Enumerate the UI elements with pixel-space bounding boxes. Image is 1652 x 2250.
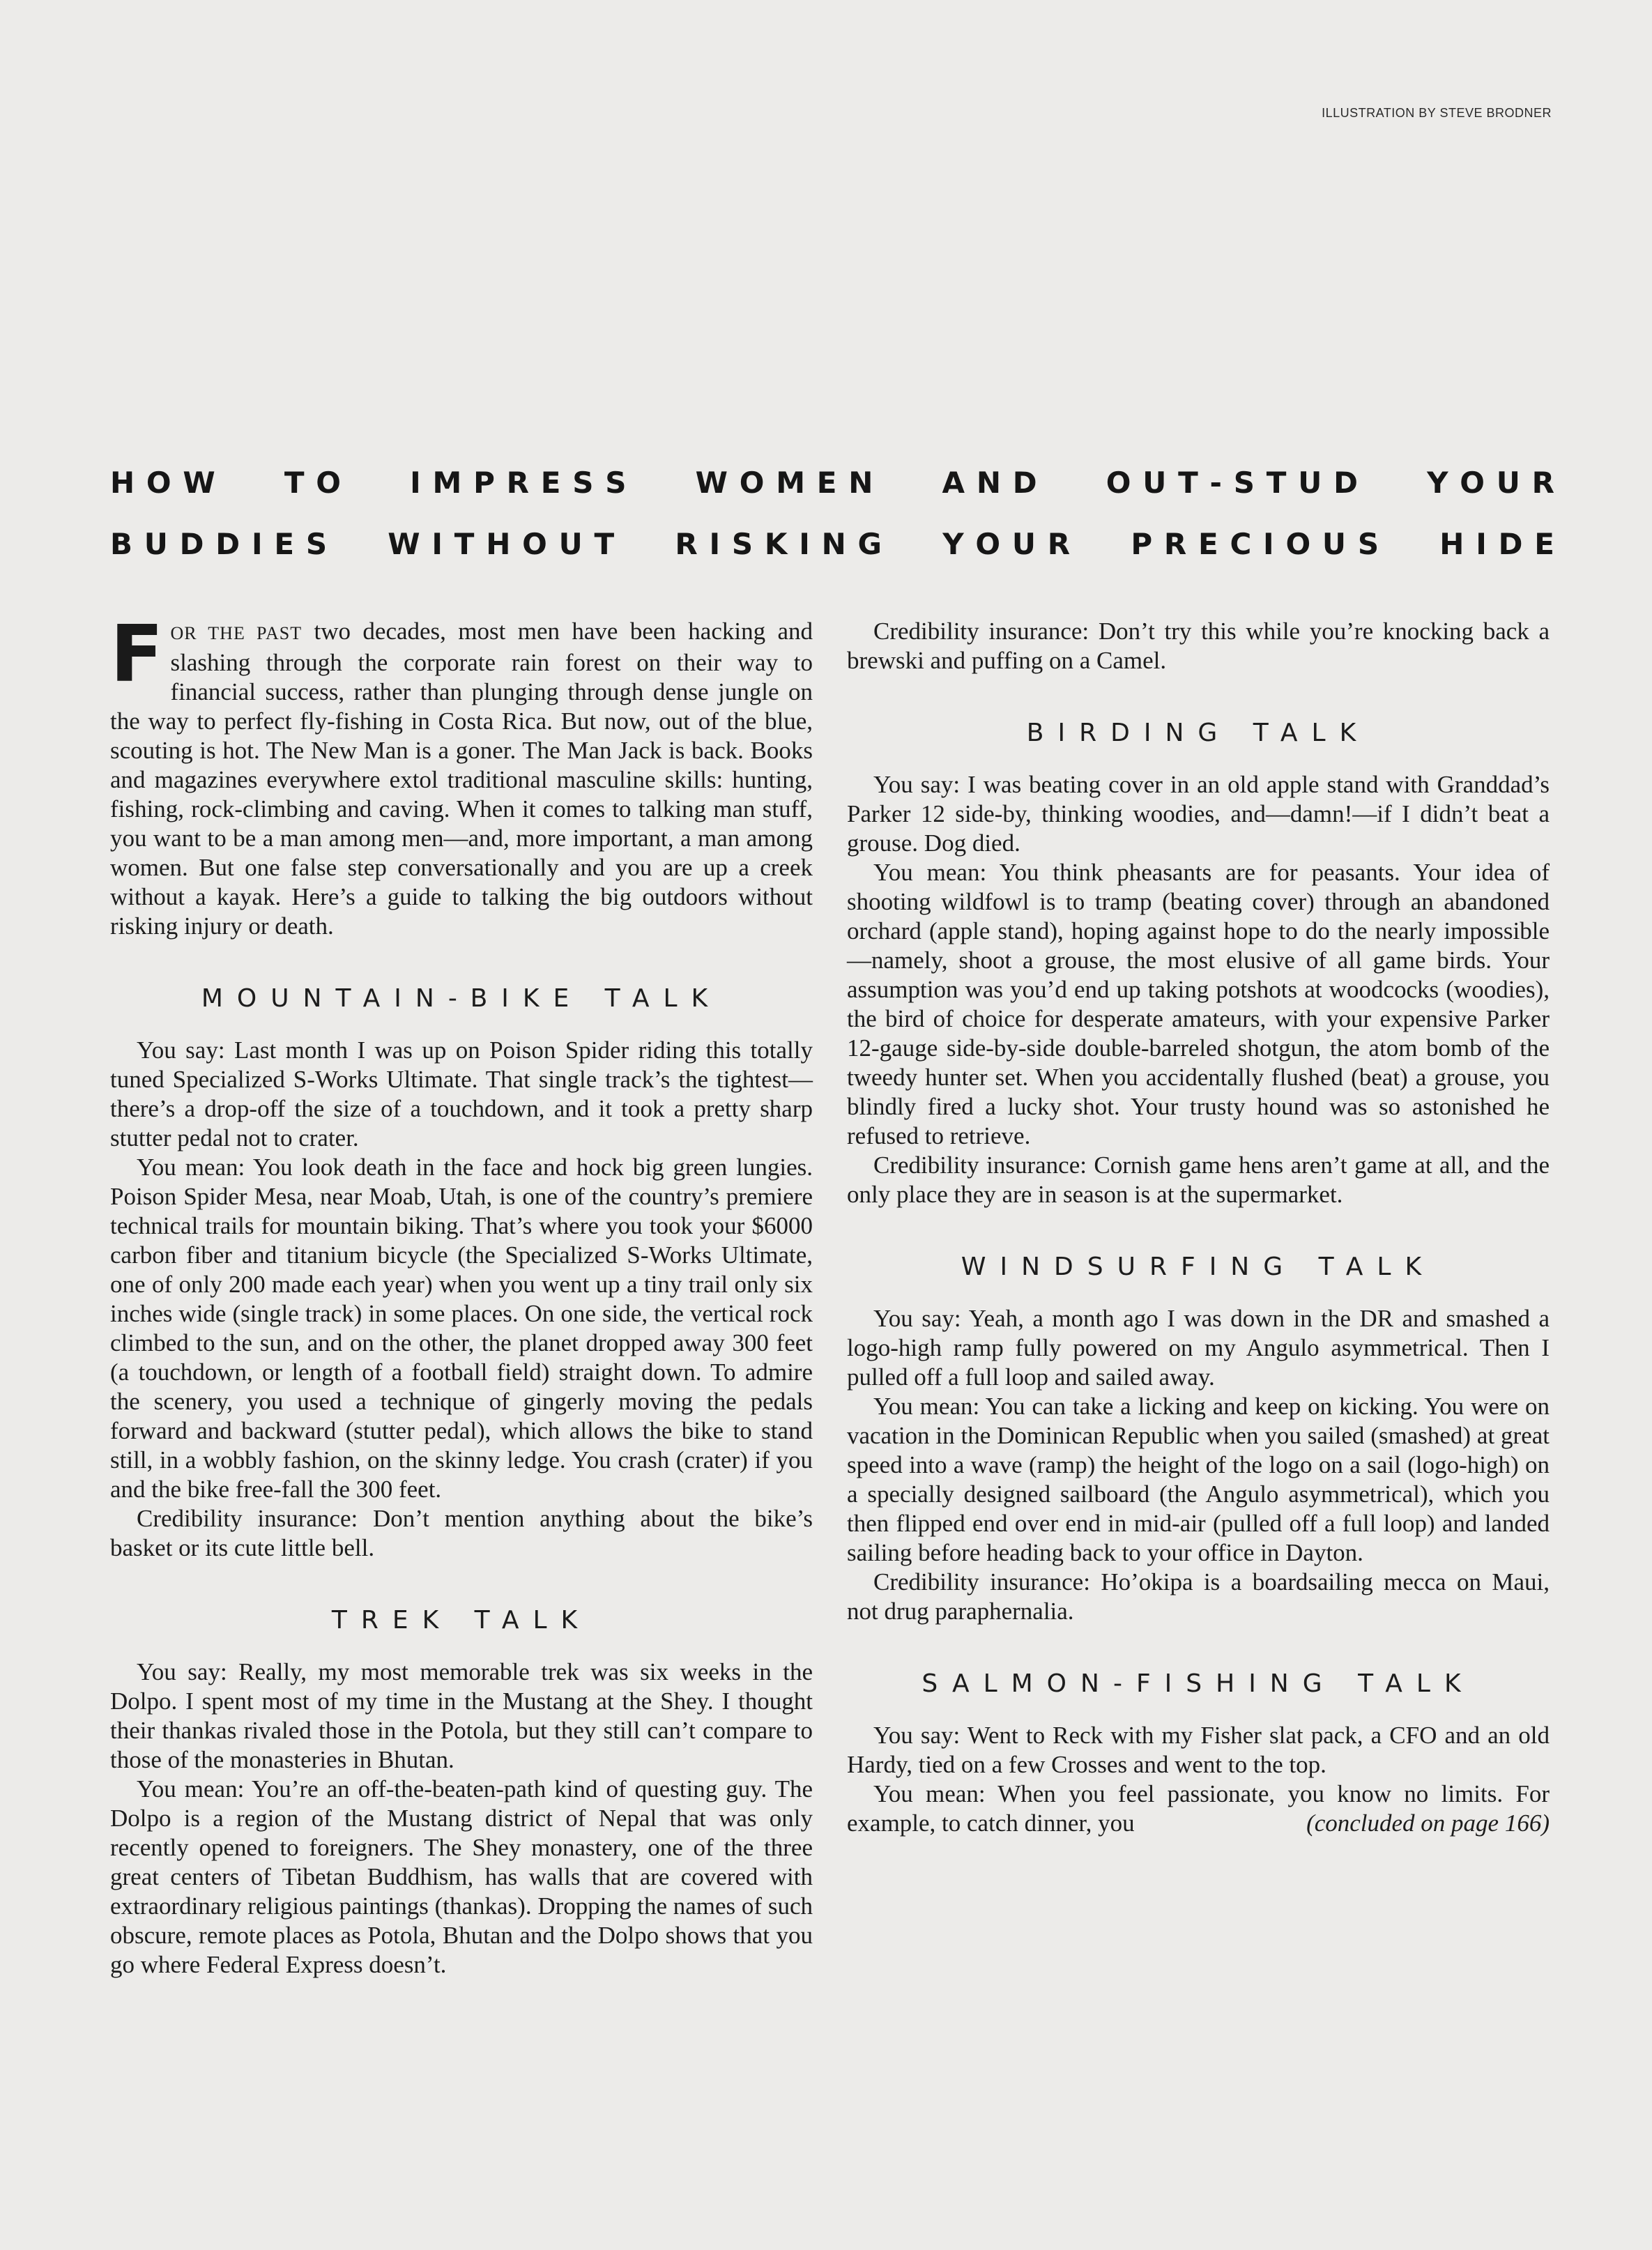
trek-insurance: Credibility insurance: Don’t try this while you’re knocking back a brewski and puffing on a Camel. <box>847 618 1550 674</box>
illustration-credit: ILLUSTRATION BY STEVE BRODNER <box>1322 106 1552 120</box>
headline-word: T O <box>284 466 341 500</box>
section-heading-salmon-fishing: SALMON-FISHING TALK <box>921 1669 1475 1698</box>
right-column <box>847 617 1550 1838</box>
section-heading-mountain-bike: MOUNTAIN-BIKE TALK <box>201 984 722 1013</box>
section-heading-trek: TREK TALK <box>331 1606 592 1635</box>
birding-you-say: You say: I was beating cover in an old apple stand with Granddad’s Parker 12 side-by, thinking woodies, and—damn!—if I didn’t beat a grouse. Dog died. <box>847 771 1550 857</box>
headline-word: Y O U R <box>942 527 1071 561</box>
windsurfing-you-mean: You mean: You can take a licking and keep on kicking. You were on vacation in the Dominican Republic when you sailed (smashed) at great speed into a wave (ramp) the height of the logo on a sail (logo-high) on a specially designed sailboard (the Angulo asymmetrical), which you then flipped end over end in mid-air (pulled off a full loop) and landed sailing before heading back to your office in Dayton. <box>847 1393 1550 1566</box>
birding-insurance: Credibility insurance: Cornish game hens aren’t game at all, and the only place they are in season is at the supermarket. <box>847 1151 1550 1208</box>
headline-word: H O W <box>110 466 215 500</box>
headline-word: Y O U R <box>1427 466 1554 500</box>
headline-line-2 <box>110 527 1554 561</box>
windsurfing-you-say: You say: Yeah, a month ago I was down in the DR and smashed a logo-high ramp fully powered on my Angulo asymmetrical. Then I pulled off a full loop and sailed away. <box>847 1305 1550 1391</box>
headline-word: W I T H O U T <box>388 527 615 561</box>
salmon-you-mean <box>847 1780 1550 1838</box>
drop-cap: F <box>110 609 164 700</box>
headline-line-1 <box>110 466 1554 500</box>
birding-you-mean: You mean: You think pheasants are for peasants. Your idea of shooting wildfowl is to tramp (beating cover) through an abandoned orchard (apple stand), hoping against hope to do the nearly impossible—namely, shoot a grouse, the most elusive of all game birds. Your assumption was you’d end up taking potshots at woodcocks (woodies), the bird of choice for desperate amateurs, with your expensive Parker 12-gauge side-by-side double-barreled shotgun, the atom bomb of the tweedy hunter set. When you accidentally flushed (beat) a grouse, you blindly fired a lucky shot. Your trusty hound was so astonished he refused to retrieve. <box>847 859 1550 1149</box>
continued-note: (concluded on page 166) <box>1306 1809 1550 1837</box>
mountain-insurance: Credibility insurance: Don’t mention anything about the bike’s basket or its cute little bell. <box>110 1505 813 1561</box>
headline-word: A N D <box>942 466 1037 500</box>
windsurfing-insurance: Credibility insurance: Ho’okipa is a boardsailing mecca on Maui, not drug paraphernalia. <box>847 1568 1550 1625</box>
section-heading-windsurfing: WINDSURFING TALK <box>961 1253 1436 1281</box>
headline-word: B U D D I E S <box>110 527 328 561</box>
headline-word: H I D E <box>1439 527 1554 561</box>
salmon-you-say: You say: Went to Reck with my Fisher slat pack, a CFO and an old Hardy, tied on a few Crosses and went to the top. <box>847 1722 1550 1778</box>
intro-smallcaps: OR THE PAST <box>170 623 303 643</box>
section-heading-birding: BIRDING TALK <box>1026 719 1370 747</box>
mountain-you-say: You say: Last month I was up on Poison Spider riding this totally tuned Specialized S-Works Ultimate. That single track’s the tightest—there’s a drop-off the size of a touchdown, and it took a pretty sharp stutter pedal not to crater. <box>110 1036 813 1151</box>
intro-paragraph <box>110 609 813 941</box>
salmon-you-mean-text: You mean: When you feel passionate, you know no limits. For example, to catch dinner, you <box>847 1780 1550 1837</box>
mountain-you-mean: You mean: You look death in the face and hock big green lungies. Poison Spider Mesa, near Moab, Utah, is one of the country’s premiere technical trails for mountain biking. That’s where you took your $6000 carbon fiber and titanium bicycle (the Specialized S-Works Ultimate, one of only 200 made each year) when you went up a tiny trail only six inches wide (single track) in some places. On one side, the vertical rock climbed to the sun, and on the other, the planet dropped away 300 feet (a touchdown, or length of a football field) straight down. To admire the scenery, you used a technique of gingerly moving the pedals forward and backward (stutter pedal), which allows the bike to stand still, in a wobbly fashion, on the skinny ledge. You crash (crater) if you and the bike free-fall the 300 feet. <box>110 1154 813 1503</box>
trek-you-mean: You mean: You’re an off-the-beaten-path kind of questing guy. The Dolpo is a region of the Mustang district of Nepal that was only recently opened to foreigners. The Shey monastery, one of the three great centers of Tibetan Buddhism, has walls that are covered with extraordinary religious paintings (thankas). Dropping the names of such obscure, remote places as Potola, Bhutan and the Dolpo shows that you go where Federal Express doesn’t. <box>110 1775 813 1978</box>
headline-word: R I S K I N G <box>675 527 882 561</box>
intro-text: two decades, most men have been hacking and slashing through the corporate rain forest on their way to financial success, rather than plunging through dense jungle on the way to perfect fly-fishing in Costa Rica. But now, out of the blue, scouting is hot. The New Man is a goner. The Man Jack is back. Books and magazines everywhere extol traditional masculine skills: hunting, fishing, rock-climbing and caving. When it comes to talking man stuff, you want to be a man among men—and, more important, a man among women. But one false step conversationally and you are up a creek without a kayak. Here’s a guide to talking the big outdoors without risking injury or death. <box>110 618 813 940</box>
headline-word: I M P R E S S <box>410 466 627 500</box>
trek-you-say: You say: Really, my most memorable trek was six weeks in the Dolpo. I spent most of my time in the Mustang at the Shey. I thought their thankas rivaled those in the Potola, but they still can’t compare to those of the monasteries in Bhutan. <box>110 1658 813 1773</box>
headline-word: O U T - S T U D <box>1106 466 1358 500</box>
left-column <box>110 609 813 1980</box>
headline-word: W O M E N <box>695 466 873 500</box>
headline-word: P R E C I O U S <box>1131 527 1379 561</box>
